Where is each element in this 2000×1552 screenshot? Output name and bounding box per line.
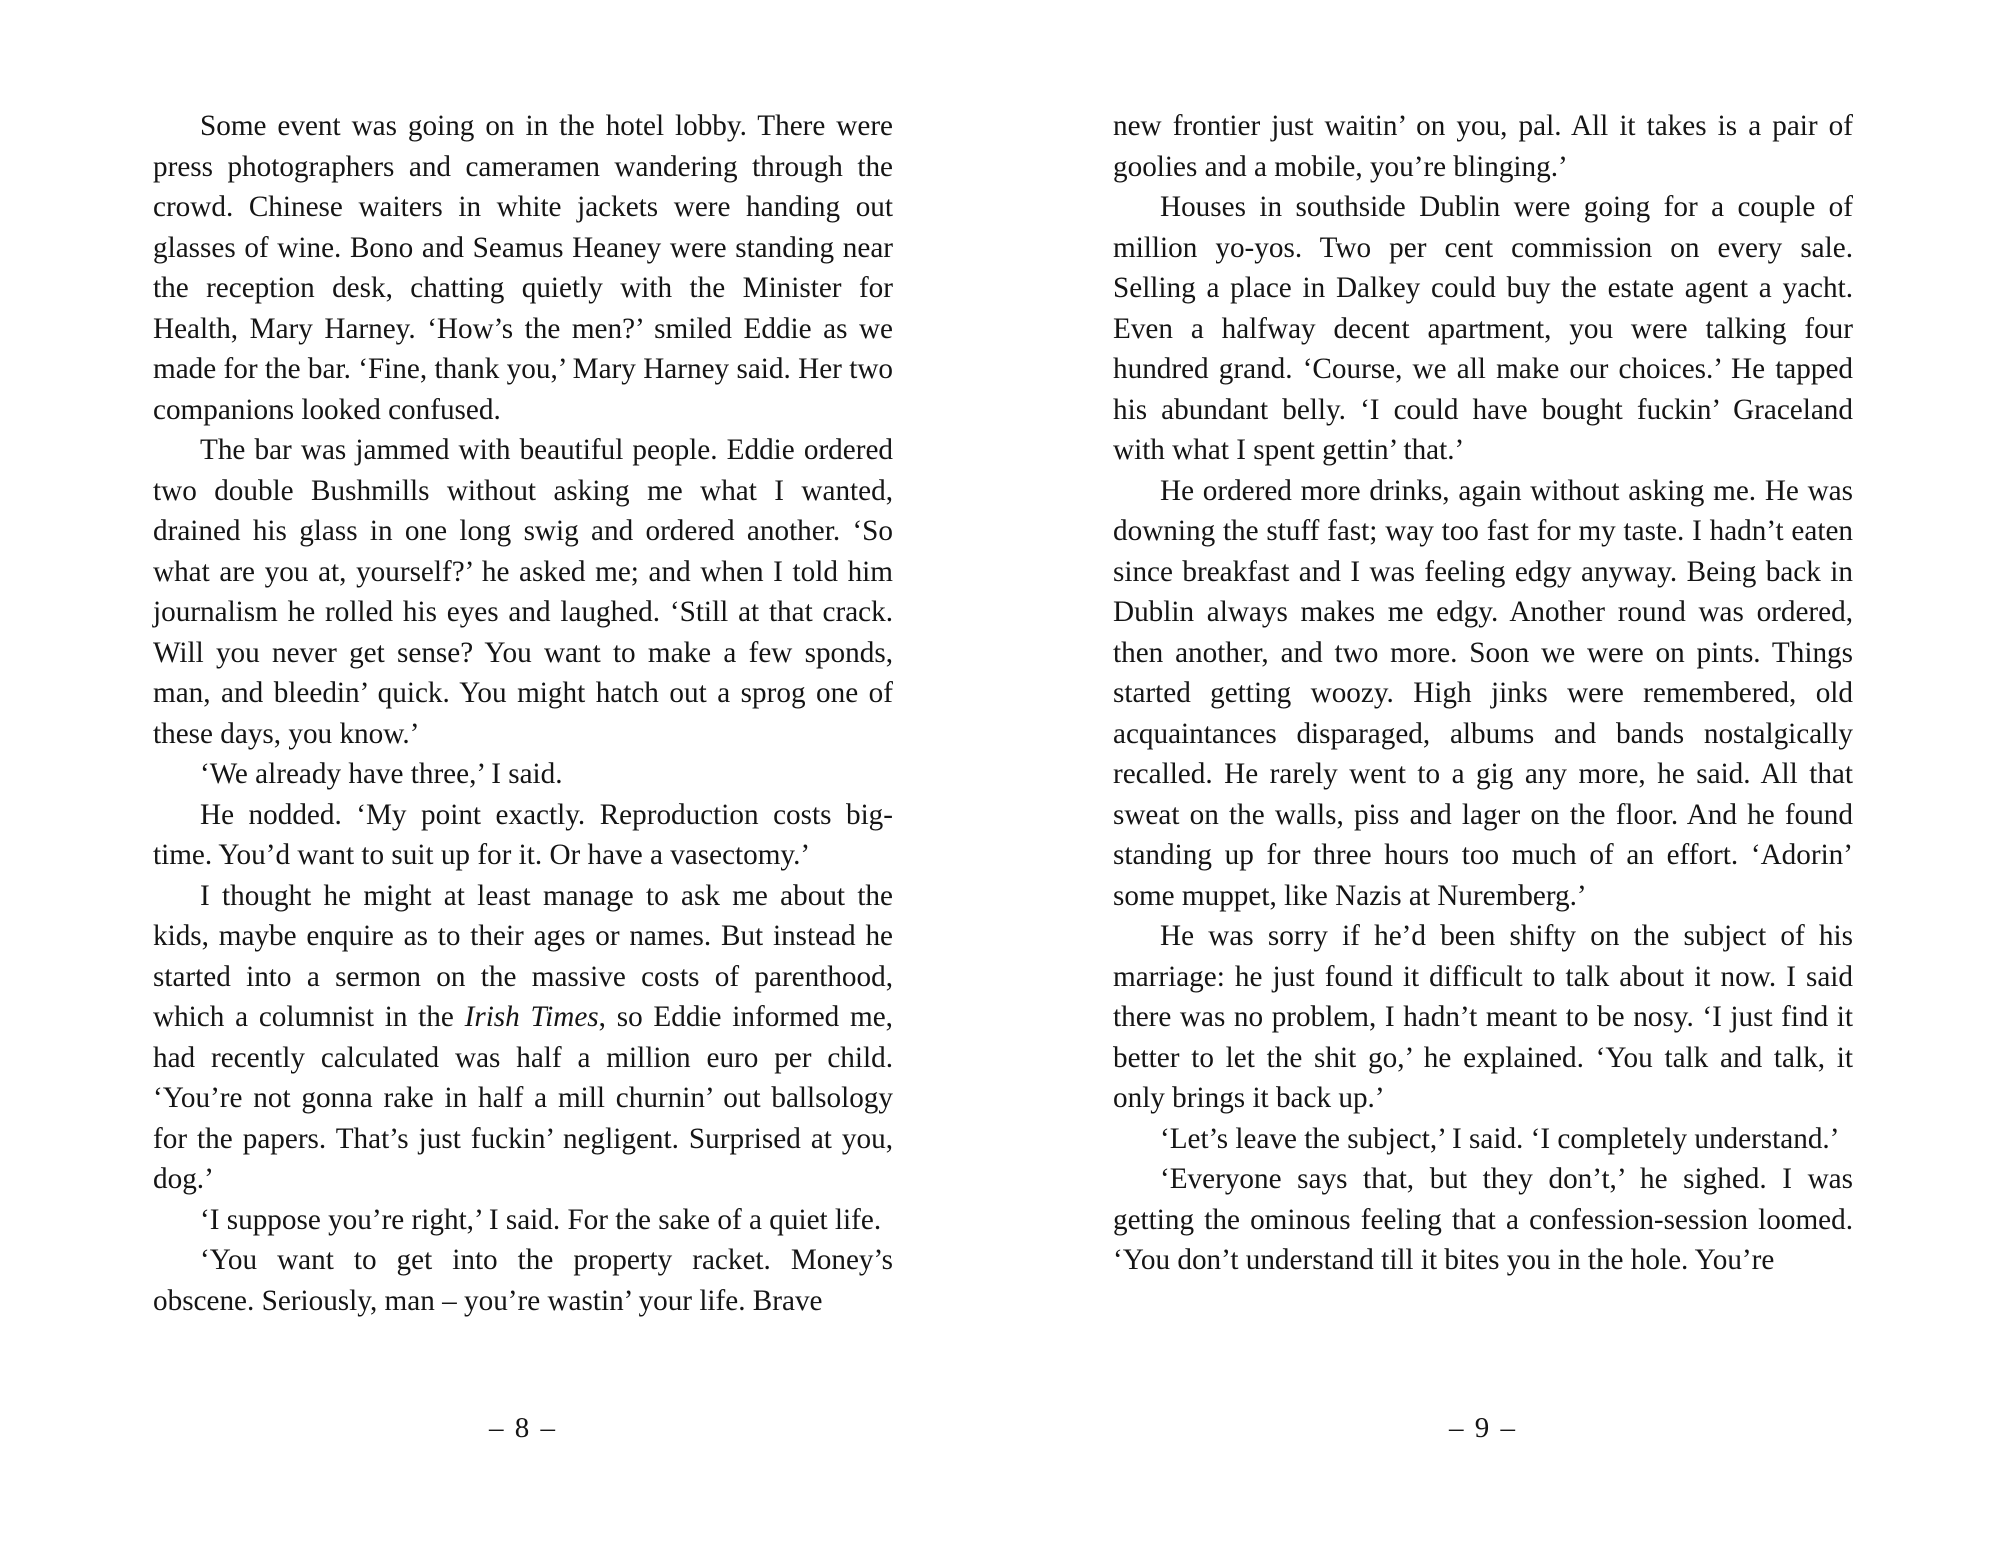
left-paragraph-2: The bar was jammed with beautiful people. Eddie ordered two double Bushmills without asking me what I wanted, drained his glass in one long swig and ordered another. ‘So what are you at, yourself?’ he asked me; and when I told him journalism he rolled his eyes and laughed. ‘Still at that crack. Will you never get sense? You want to make a few sponds, man, and bleedin’ quick. You might hatch out a sprog one of these days, you know.’ <box>153 434 893 750</box>
right-paragraph-1: new frontier just waitin’ on you, pal. All it takes is a pair of goolies and a mobile, you’re blinging.’ <box>1113 110 1853 183</box>
page-number-left: – 8 – <box>489 1412 557 1444</box>
left-paragraph-3: ‘We already have three,’ I said. <box>200 758 563 790</box>
right-paragraph-3: He ordered more drinks, again without asking me. He was downing the stuff fast; way too fast for my taste. I hadn’t eaten since breakfast and I was feeling edgy anyway. Being back in Dublin always makes me edgy. Another round was ordered, then another, and two more. Soon we were on pints. Things started getting woozy. High jinks were remembered, old acquaintances disparaged, albums and bands nostalgically recalled. He rarely went to a gig any more, he said. All that sweat on the walls, piss and lager on the floor. And he found standing up for three hours too much of an effort. ‘Adorin’ some muppet, like Nazis at Nuremberg.’ <box>1113 474 1853 912</box>
left-paragraph-4: He nodded. ‘My point exactly. Reproduction costs big-time. You’d want to suit up for it. Or have a vasectomy.’ <box>153 798 893 871</box>
left-paragraph-5-before: I thought he might at least manage to ask me about the kids, maybe enquire as to their ages or names. But instead he started into a sermon on the massive costs of parenthood, which a columnist in the <box>153 879 893 1033</box>
left-page <box>153 106 893 1321</box>
right-paragraph-5: ‘Let’s leave the subject,’ I said. ‘I completely understand.’ <box>1160 1122 1840 1155</box>
left-paragraph-6: ‘I suppose you’re right,’ I said. For the sake of a quiet life. <box>200 1203 882 1236</box>
left-paragraph-1: Some event was going on in the hotel lobby. There were press photographers and cameramen wandering through the crowd. Chinese waiters in white jackets were handing out glasses of wine. Bono and Seamus Heaney were standing near the reception desk, chatting quietly with the Minister for Health, Mary Harney. ‘How’s the men?’ smiled Eddie as we made for the bar. ‘Fine, thank you,’ Mary Harney said. Her two companions looked confused. <box>153 110 893 426</box>
newspaper-title: Irish Times <box>464 1001 599 1033</box>
page-number-right: – 9 – <box>1449 1412 1517 1444</box>
left-paragraph-5-after: , so Eddie informed me, had recently calculated was half a million euro per child. ‘You’re not gonna rake in half a mill churnin’ out ballsology for the papers. That’s just fuckin’ negligent. Surprised at you, dog.’ <box>153 1001 893 1195</box>
right-page <box>1113 106 1853 1281</box>
right-paragraph-6: ‘Everyone says that, but they don’t,’ he sighed. I was getting the ominous feeling that a confession-session loomed. ‘You don’t understand till it bites you in the hole. You’re <box>1113 1163 1853 1276</box>
left-paragraph-5 <box>153 876 893 1200</box>
right-paragraph-2: Houses in southside Dublin were going for a couple of million yo-yos. Two per cent commission on every sale. Selling a place in Dalkey could buy the estate agent a yacht. Even a halfway decent apartment, you were talking four hundred grand. ‘Course, we all make our choices.’ He tapped his abundant belly. ‘I could have bought fuckin’ Graceland with what I spent gettin’ that.’ <box>1113 191 1853 466</box>
right-paragraph-4: He was sorry if he’d been shifty on the subject of his marriage: he just found it difficult to talk about it now. I said there was no problem, I hadn’t meant to be nosy. ‘I just find it better to let the shit go,’ he explained. ‘You talk and talk, it only brings it back up.’ <box>1113 920 1853 1114</box>
left-paragraph-7: ‘You want to get into the property racket. Money’s obscene. Seriously, man – you’re wastin’ your life. Brave <box>153 1244 893 1317</box>
